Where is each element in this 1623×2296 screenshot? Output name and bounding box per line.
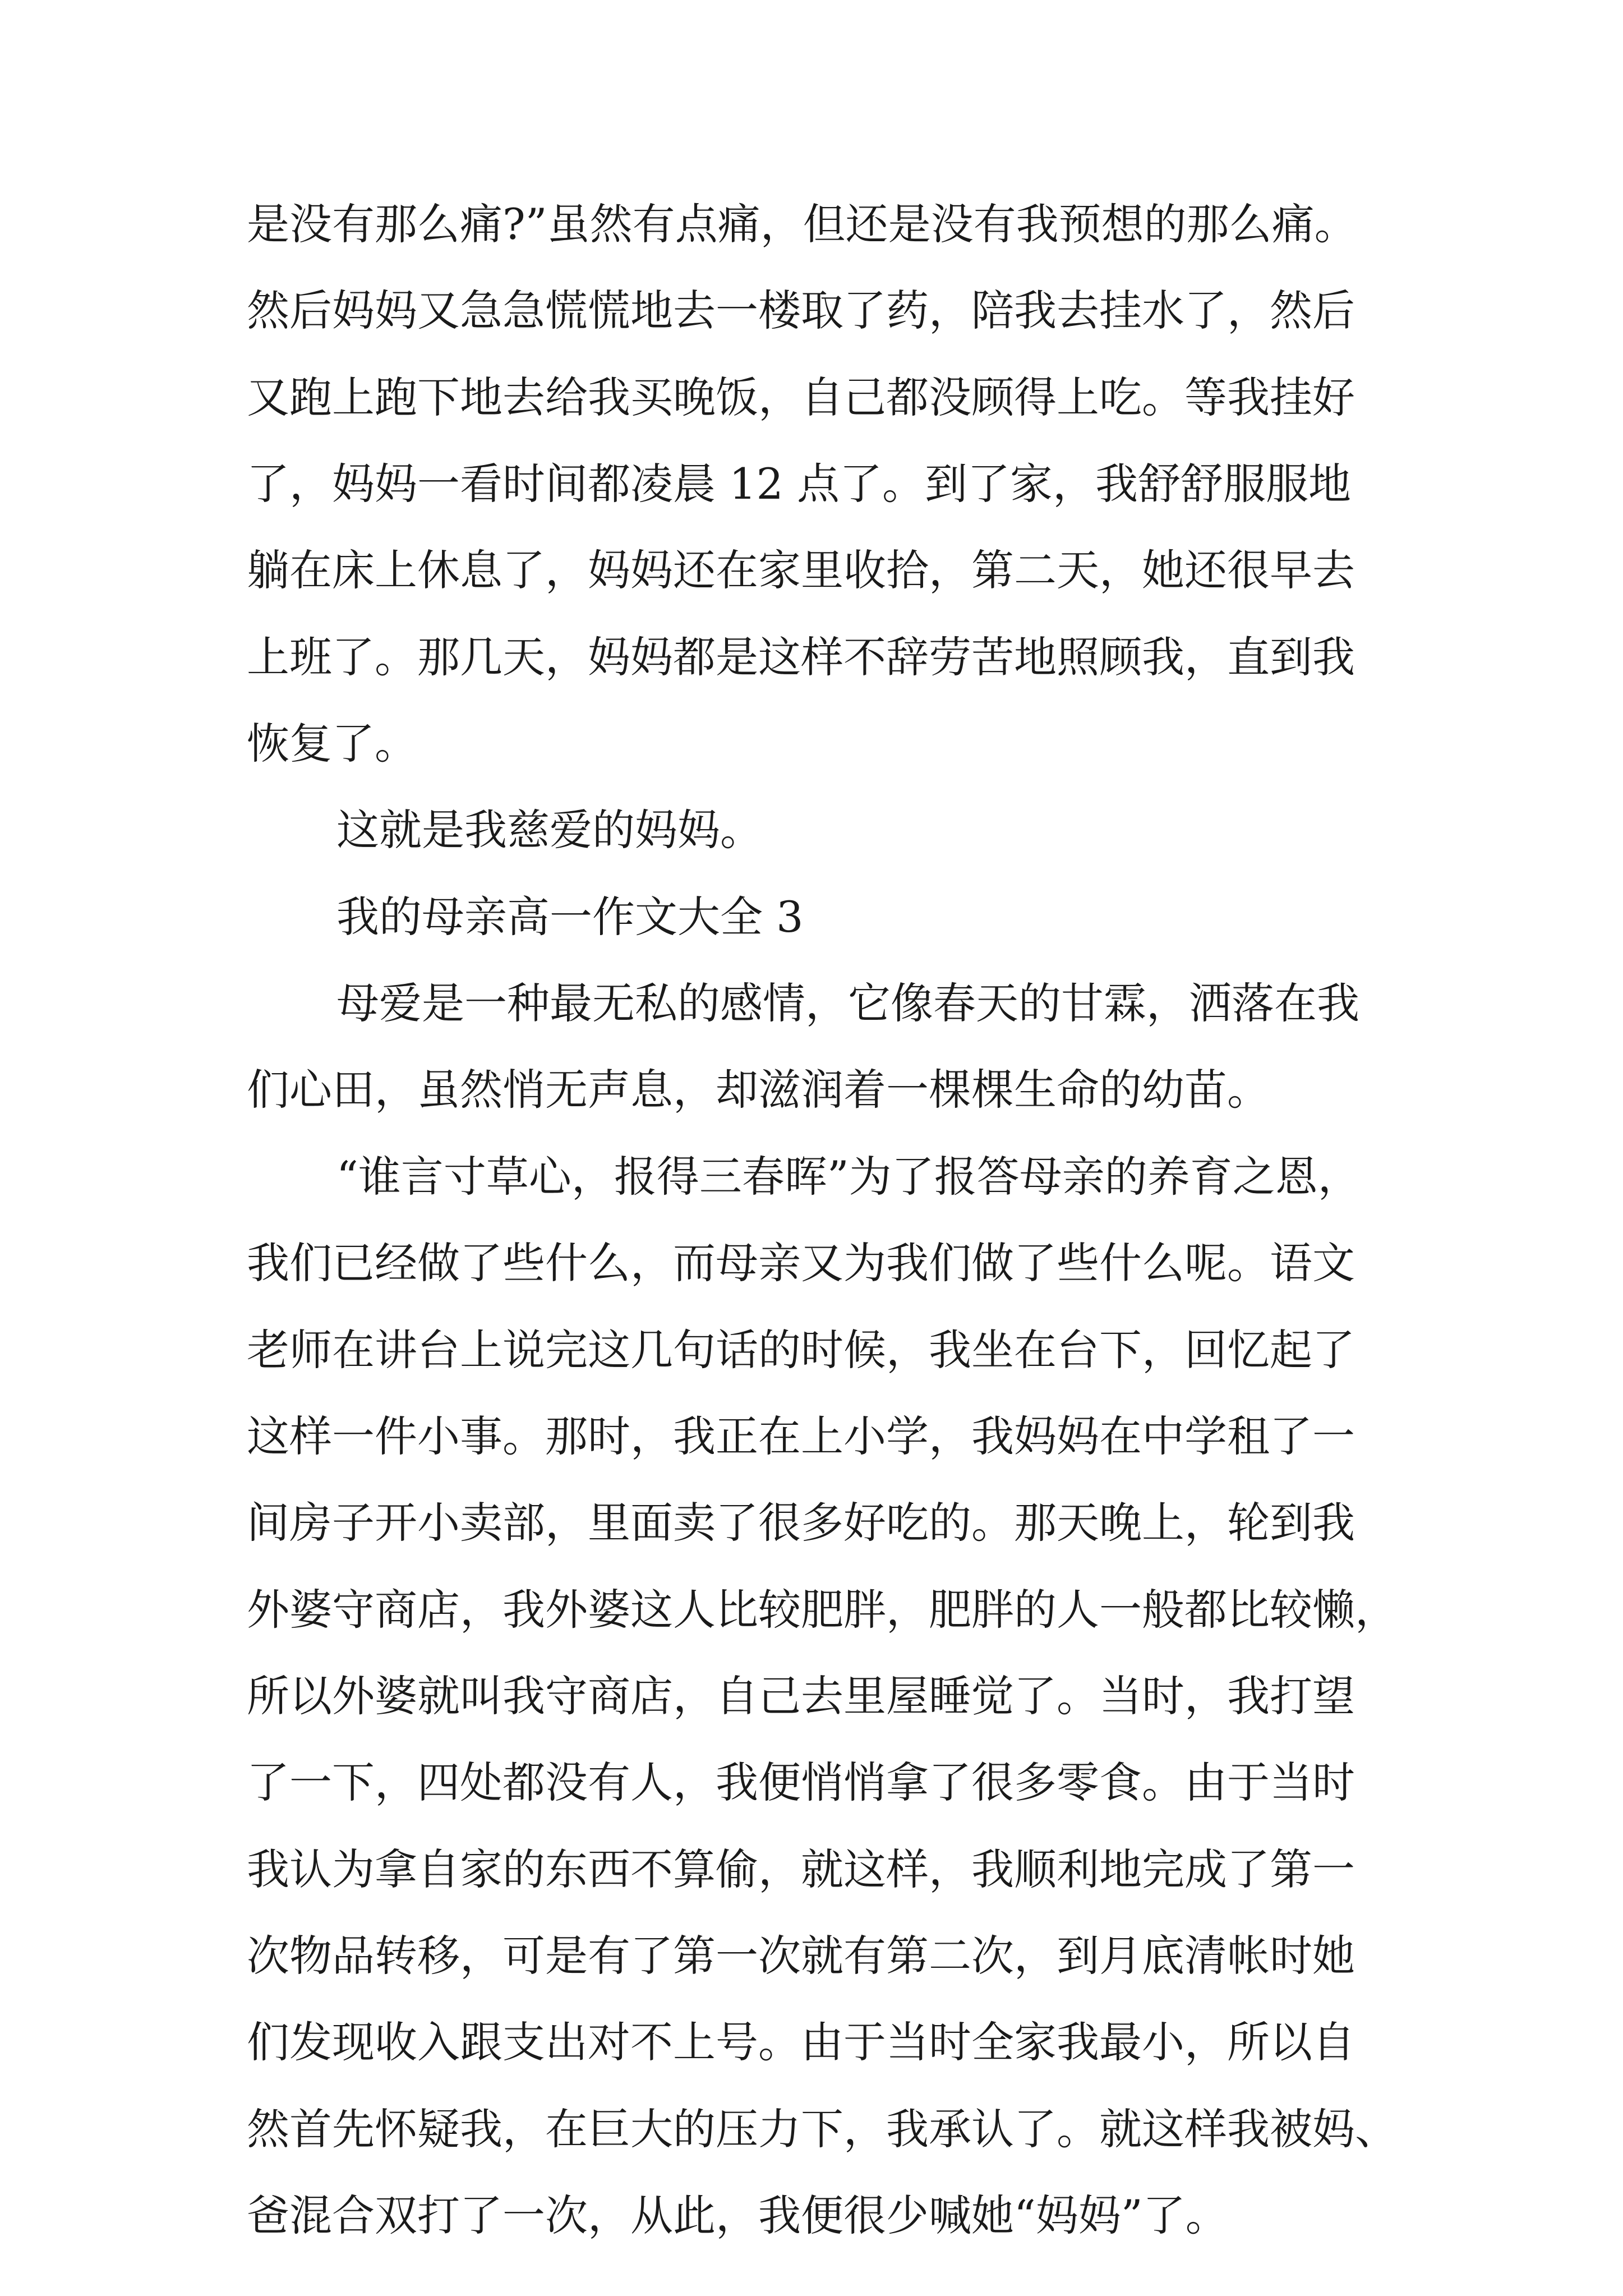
text-line: 然首先怀疑我，在巨大的压力下，我承认了。就这样我被妈、 — [247, 2104, 1398, 2154]
text-line: 了一下，四处都没有人，我便悄悄拿了很多零食。由于当时 — [247, 1757, 1355, 1807]
closing-sentence: 这就是我慈爱的妈妈。 — [336, 805, 763, 855]
text-line: 是没有那么痛?”虽然有点痛，但还是没有我预想的那么痛。 — [247, 199, 1357, 249]
text-line: 所以外婆就叫我守商店，自己去里屋睡觉了。当时，我打望 — [247, 1671, 1355, 1721]
text-line: 这样一件小事。那时，我正在上小学，我妈妈在中学租了一 — [247, 1411, 1355, 1461]
text-line: 外婆守商店，我外婆这人比较肥胖，肥胖的人一般都比较懒， — [247, 1585, 1398, 1635]
text-line: 我认为拿自家的东西不算偷，就这样，我顺利地完成了第一 — [247, 1844, 1355, 1894]
text-line: 又跑上跑下地去给我买晚饭，自己都没顾得上吃。等我挂好 — [247, 372, 1355, 422]
essay-title: 我的母亲高一作文大全 3 — [336, 892, 804, 942]
text-line: 们发现收入跟支出对不上号。由于当时全家我最小，所以自 — [247, 2017, 1355, 2067]
text-line: 然后妈妈又急急慌慌地去一楼取了药，陪我去挂水了，然后 — [247, 286, 1355, 335]
text-line: 次物品转移，可是有了第一次就有第二次，到月底清帐时她 — [247, 1931, 1355, 1981]
text-line: “谁言寸草心，报得三春晖”为了报答母亲的养育之恩， — [336, 1152, 1361, 1202]
text-line: 老师在讲台上说完这几句话的时候，我坐在台下，回忆起了 — [247, 1325, 1355, 1375]
text-line: 们心田，虽然悄无声息，却滋润着一棵棵生命的幼苗。 — [247, 1065, 1270, 1115]
text-line: 了，妈妈一看时间都凌晨 12 点了。到了家，我舒舒服服地 — [247, 459, 1352, 509]
text-line: 上班了。那几天，妈妈都是这样不辞劳苦地照顾我，直到我 — [247, 632, 1355, 682]
text-line: 恢复了。 — [247, 719, 417, 769]
text-line: 躺在床上休息了，妈妈还在家里收拾，第二天，她还很早去 — [247, 545, 1355, 595]
text-line: 爸混合双打了一次，从此，我便很少喊她“妈妈”了。 — [247, 2191, 1228, 2240]
text-line: 母爱是一种最无私的感情，它像春天的甘霖，洒落在我 — [336, 978, 1359, 1028]
text-line: 我们已经做了些什么，而母亲又为我们做了些什么呢。语文 — [247, 1238, 1355, 1288]
text-line: 间房子开小卖部，里面卖了很多好吃的。那天晚上，轮到我 — [247, 1498, 1355, 1548]
